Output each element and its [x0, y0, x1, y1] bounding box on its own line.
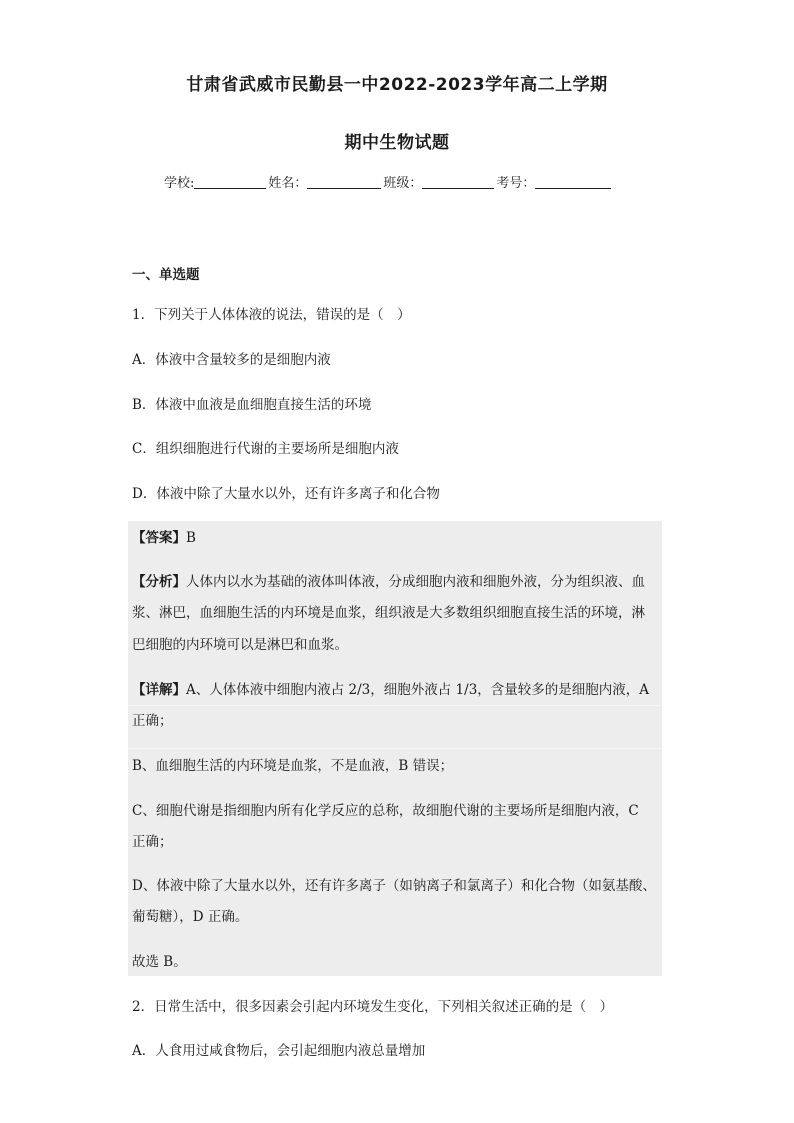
- q1-analysis-line3: 巴细胞的内环境可以是淋巴和血浆。: [132, 637, 348, 653]
- q1-detail-line3: B、血细胞生活的内环境是血浆，不是血液，B 错误；: [132, 758, 454, 774]
- id-label: 考号：: [496, 176, 536, 191]
- name-blank[interactable]: [307, 174, 381, 189]
- exam-title-line1: 甘肃省武威市民勤县一中2022-2023学年高二上学期: [186, 75, 608, 95]
- student-info-row: [164, 172, 613, 191]
- q1-detail-line8: 故选 B。: [132, 954, 187, 970]
- question-1-stem: 1．下列关于人体体液的说法，错误的是（ ）: [132, 307, 411, 323]
- section-heading: 一、单选题: [132, 267, 200, 283]
- q1-answer: [132, 529, 196, 547]
- name-label: 姓名：: [268, 176, 308, 191]
- class-blank[interactable]: [422, 174, 494, 189]
- panel-divider: [128, 748, 662, 749]
- exam-title-line2: 期中生物试题: [344, 133, 450, 153]
- q1-detail-line6: D、体液中除了大量水以外，还有许多离子（如钠离子和氯离子）和化合物（如氨基酸、: [132, 878, 656, 894]
- q2-option-a: A．人食用过咸食物后，会引起细胞内液总量增加: [132, 1043, 426, 1059]
- answer-tag: 【答案】: [132, 530, 186, 546]
- q1-option-b: B．体液中血液是血细胞直接生活的环境: [132, 397, 372, 413]
- detail-tag: 【详解】: [132, 682, 186, 698]
- school-blank[interactable]: [194, 174, 266, 189]
- q1-detail-line2: 正确；: [132, 713, 173, 729]
- q1-detail-line4: C、细胞代谢是指细胞内所有化学反应的总称，故细胞代谢的主要场所是细胞内液，C: [132, 803, 639, 819]
- q1-option-a: A．体液中含量较多的是细胞内液: [132, 352, 331, 368]
- analysis-tag: 【分析】: [132, 574, 186, 590]
- answer-value: B: [186, 530, 196, 546]
- panel-divider: [128, 705, 662, 706]
- school-label: 学校:: [164, 176, 195, 191]
- question-2-stem: 2．日常生活中，很多因素会引起内环境发生变化，下列相关叙述正确的是（ ）: [132, 999, 614, 1015]
- q1-detail-line7: 葡萄糖），D 正确。: [132, 909, 249, 925]
- q1-analysis-line2: 浆、淋巴，血细胞生活的内环境是血浆，组织液是大多数组织细胞直接生活的环境，淋: [132, 605, 645, 621]
- detail-text: A、人体体液中细胞内液占 2/3，细胞外液占 1/3，含量较多的是细胞内液，A: [186, 682, 650, 698]
- class-label: 班级：: [383, 176, 423, 191]
- q1-detail-line5: 正确；: [132, 834, 173, 850]
- id-blank[interactable]: [535, 174, 611, 189]
- q1-analysis-line1: [132, 573, 645, 591]
- q1-detail-line1: [132, 681, 649, 699]
- q1-option-c: C．组织细胞进行代谢的主要场所是细胞内液: [132, 441, 399, 457]
- analysis-text: 人体内以水为基础的液体叫体液，分成细胞内液和细胞外液，分为组织液、血: [186, 574, 645, 590]
- q1-option-d: D．体液中除了大量水以外，还有许多离子和化合物: [132, 486, 440, 502]
